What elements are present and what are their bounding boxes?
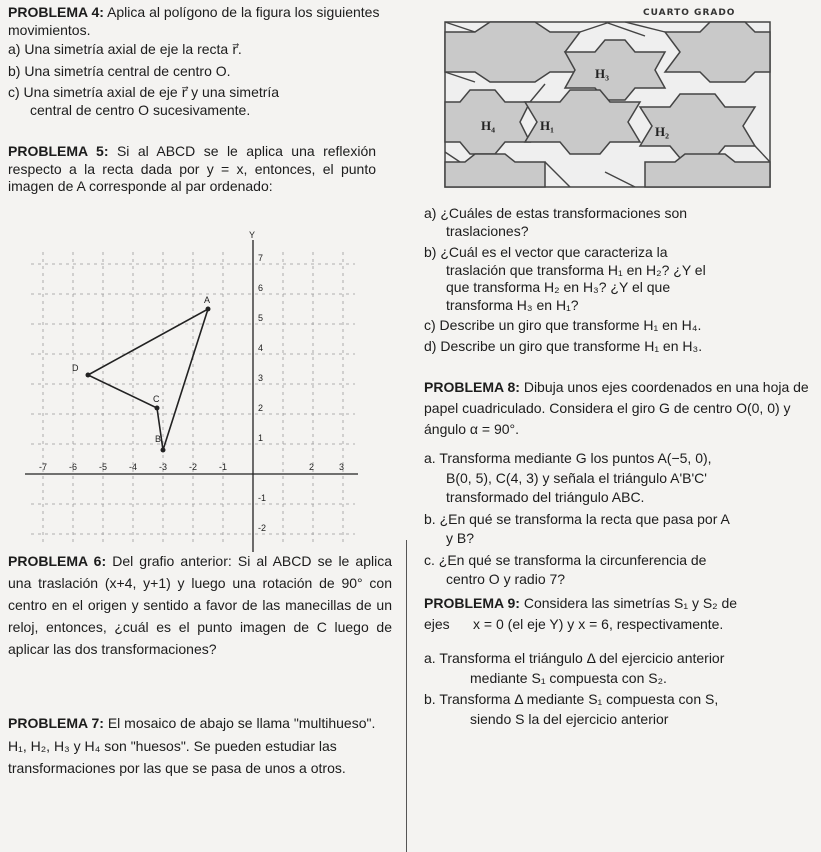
problem-4-title: PROBLEMA 4: <box>8 4 104 20</box>
y-tick-label: -1 <box>258 493 267 503</box>
problem-9-a2: mediante S₁ compuesta con S₂. <box>470 670 667 686</box>
vertex-label-a: A <box>204 295 211 305</box>
graph-axes <box>25 240 358 552</box>
problem-9-intro1-text: Considera las simetrías S₁ y S₂ de <box>523 594 738 611</box>
x-tick-label: -2 <box>189 462 198 472</box>
problem-7-c: c) Describe un giro que transforme H₁ en H₄. <box>424 317 702 333</box>
graph-grid <box>31 252 355 546</box>
vertex-c <box>155 406 160 411</box>
problem-7-b2: traslación que transforma H₁ en H₂? ¿Y el <box>446 261 706 278</box>
problem-4 <box>8 4 400 119</box>
vertex-label-b: B <box>155 434 162 444</box>
problem-5-body: Si al ABCD se le aplica una reflexión respecto a la recta dada por y = x, entonces, el punto imagen de A corresponde al par ordenado: <box>8 143 377 194</box>
y-tick-label: 2 <box>258 403 264 413</box>
problem-9 <box>424 595 816 729</box>
problem-4-a: a) Una simetría axial de eje la recta r⃗. <box>8 41 242 57</box>
problem-7-text <box>8 712 392 780</box>
problem-7-a2: traslaciones? <box>446 222 529 239</box>
vertex-d <box>86 373 91 378</box>
problem-7-b1: b) ¿Cuál es el vector que caracteriza la <box>424 244 668 260</box>
graph-vertices <box>86 307 211 453</box>
y-tick-label: 5 <box>258 313 264 323</box>
y-axis-label: Y <box>249 230 256 240</box>
problem-4-c2: central de centro O sucesivamente. <box>30 101 251 118</box>
x-tick-label: -1 <box>219 462 228 472</box>
problem-7-a1: a) ¿Cuáles de estas transformaciones son <box>424 205 688 221</box>
right-column <box>424 205 816 729</box>
problem-4-b: b) Una simetría central de centro O. <box>8 62 231 79</box>
multihueso-mosaic <box>445 22 770 187</box>
mosaic-label-h1: H₁ <box>540 118 555 133</box>
problem-9-b2: siendo S la del ejercicio anterior <box>470 711 669 727</box>
y-tick-label: -2 <box>258 523 267 533</box>
problem-6-body: Del grafio anterior: Si al ABCD se le aplica una traslación (x+4, y+1) y luego una rotación de 90° con centro en el origen y sentido a favor de las manecillas de un reloj, entonces, ¿cuál es el punto imagen de C luego de aplicar las dos transformaciones? <box>8 553 393 658</box>
quadrilateral-abcd <box>88 309 208 450</box>
problem-4-intro-text: Aplica al polígono de la figura los siguientes movimientos. <box>8 4 380 38</box>
problem-5 <box>8 143 376 196</box>
problem-8-a3: transformado del triángulo ABC. <box>446 489 645 505</box>
y-tick-label: 4 <box>258 343 264 353</box>
vertex-label-c: C <box>153 394 160 404</box>
mosaic-label-h2: H₂ <box>655 124 670 139</box>
problem-7-b4: transforma H₃ en H₁? <box>446 296 579 313</box>
y-tick-label: 7 <box>258 253 264 263</box>
problem-6-text <box>8 550 392 661</box>
coordinate-graph <box>28 230 358 533</box>
problem-9-a1: a. Transforma el triángulo Δ del ejercicio anterior <box>424 649 725 666</box>
problem-8 <box>424 377 816 589</box>
vertex-label-d: D <box>72 363 79 373</box>
vertex-a <box>206 307 211 312</box>
x-tick-label: -5 <box>99 462 108 472</box>
x-tick-label: -7 <box>39 462 48 472</box>
x-tick-label: 3 <box>339 462 345 472</box>
problem-8-a2: B(0, 5), C(4, 3) y señala el triángulo A'B'C' <box>446 469 707 486</box>
problem-8-a1: a. Transforma mediante G los puntos A(−5, 0), <box>424 450 712 466</box>
mosaic-label-h3: H₃ <box>595 66 610 81</box>
x-tick-label: -3 <box>159 462 168 472</box>
problem-8-b2: y B? <box>446 530 475 546</box>
problem-5-title: PROBLEMA 5: <box>8 143 109 159</box>
y-tick-label: 1 <box>258 433 264 443</box>
problem-7-body: El mosaico de abajo se llama "multihueso". H₁, H₂, H₃ y H₄ son "huesos". Se pueden estudiar las transformaciones por las que se pasa de unos a otros. <box>8 715 376 777</box>
problem-9-title: PROBLEMA 9: <box>424 594 520 611</box>
problem-8-b1: b. ¿En qué se transforma la recta que pasa por A <box>424 510 730 527</box>
grade-stamp: CUARTO GRADO <box>643 8 736 18</box>
x-tick-label: -4 <box>129 462 138 472</box>
problem-7 <box>8 712 392 780</box>
left-column <box>8 4 400 196</box>
problem-7-title: PROBLEMA 7: <box>8 715 104 731</box>
problem-9-b1: b. Transforma Δ mediante S₁ compuesta con S, <box>424 690 719 707</box>
problem-7-questions <box>424 205 816 355</box>
mosaic-label-h4: H₄ <box>481 118 496 133</box>
problem-8-c1: c. ¿En qué se transforma la circunferencia de <box>424 551 707 568</box>
y-tick-label: 3 <box>258 373 264 383</box>
problem-8-intro-text: Dibuja unos ejes coordenados en una hoja de papel cuadriculado. Considera el giro G de centro O(0, 0) y ángulo α = 90°. <box>424 379 809 437</box>
problem-5-text <box>8 143 376 196</box>
x-tick-label: -6 <box>69 462 78 472</box>
problem-9-intro2: ejes x = 0 (el eje Y) y x = 6, respectivamente. <box>424 616 724 632</box>
y-tick-label: 6 <box>258 283 264 293</box>
problem-8-c2: centro O y radio 7? <box>446 571 566 587</box>
x-tick-label: 2 <box>309 462 315 472</box>
problem-7-d: d) Describe un giro que transforme H₁ en H₃. <box>424 337 703 354</box>
problem-8-title: PROBLEMA 8: <box>424 379 520 395</box>
vertex-b <box>161 448 166 453</box>
problem-4-intro <box>8 4 400 39</box>
problem-7-b3: que transforma H₂ en H₃? ¿Y el que <box>446 279 671 295</box>
problem-6-title: PROBLEMA 6: <box>8 553 107 569</box>
problem-4-c1: c) Una simetría axial de eje r⃗ y una simetría <box>8 84 280 100</box>
column-divider <box>406 540 407 852</box>
problem-6 <box>8 550 392 661</box>
problem-8-intro <box>424 377 816 440</box>
problem-9-intro1 <box>424 595 816 613</box>
